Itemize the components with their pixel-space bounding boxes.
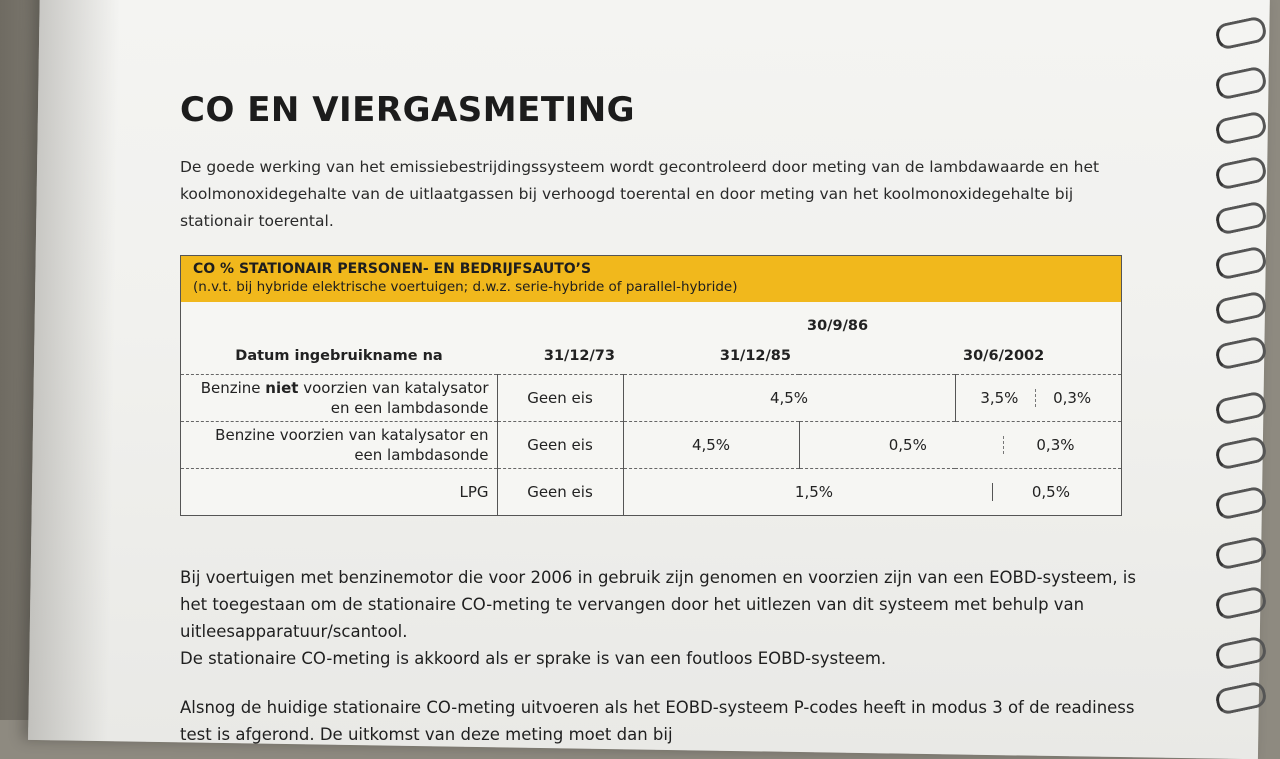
value-cell: 4,5% (623, 375, 955, 422)
binding-ring (1214, 435, 1268, 471)
value-cell: 0,3% (1003, 436, 1108, 454)
value-cell: 4,5% (623, 422, 799, 469)
paragraph: De stationaire CO-meting is akkoord als er sprake is van een foutloos EOBD-systeem. (180, 649, 887, 668)
co-table (180, 255, 1122, 516)
table-row (181, 422, 1121, 469)
date-label: Datum ingebruikname na (235, 348, 443, 364)
paragraph: Bij voertuigen met benzinemotor die voor 2006 in gebruik zijn genomen en voorzien zijn van een EOBD-systeem, is het toegestaan om de stationaire CO-meting te vervangen door het uitlezen van dit systeem met behulp van uitleesapparatuur/scantool. (180, 568, 1136, 641)
intro-paragraph: De goede werking van het emissiebestrijdingssysteem wordt gecontroleerd door meting van de lambdawaarde en het koolmonoxidegehalte van de uitlaatgassen bij verhoogd toerental en door meting van het koolmonoxidegehalte bij stationair toerental. (180, 158, 1100, 230)
value-cell-split (955, 375, 1121, 422)
page-title: CO EN VIERGASMETING (180, 90, 636, 130)
binding-ring (1214, 390, 1268, 426)
paragraph: Alsnog de huidige stationaire CO-meting uitvoeren als het EOBD-systeem P-codes heeft in modus 3 of de readiness test is afgerond. De uitkomst van deze meting moet dan bij (180, 698, 1135, 744)
date-3-cell (799, 302, 955, 375)
value-cell: 0,5% (888, 436, 927, 454)
table-header-subtitle: (n.v.t. bij hybride elektrische voertuigen; d.w.z. serie-hybride of parallel-hybride) (193, 279, 738, 295)
value-cell-split (623, 469, 1121, 516)
binding-ring (1214, 585, 1268, 621)
date-3: 30/9/86 (807, 318, 869, 334)
binding-ring (1214, 535, 1268, 571)
binding-ring (1214, 635, 1268, 671)
binding-ring (1214, 110, 1268, 146)
row-label: Benzine voorzien van katalysator en een lambdasonde (181, 422, 497, 469)
value-cell: 1,5% (794, 483, 834, 501)
table-row (181, 375, 1121, 422)
value-cell: 0,5% (992, 483, 1109, 501)
table-header-title: CO % STATIONAIR PERSONEN- EN BEDRIJFSAUTO’S (193, 261, 592, 277)
value-cell: Geen eis (497, 469, 623, 516)
row-label-text: voorzien van katalysator en een lambdasonde (298, 379, 489, 417)
value-cell: 0,3% (1035, 389, 1108, 407)
binding-ring (1214, 335, 1268, 371)
row-label (181, 375, 497, 422)
row-label-text: Benzine (200, 379, 266, 397)
value-cell-split (799, 422, 1121, 469)
value-cell: Geen eis (497, 422, 623, 469)
binding-ring (1214, 290, 1268, 326)
binding-ring (1214, 200, 1268, 236)
paper-shadow (28, 0, 120, 741)
row-label-emphasis: niet (265, 379, 299, 397)
paragraph-gap (180, 672, 1140, 694)
body-text (180, 564, 1140, 748)
table-header (181, 256, 1121, 302)
date-2: 31/12/85 (719, 348, 791, 364)
binding-ring (1214, 15, 1268, 51)
binding-ring (1214, 245, 1268, 281)
row-label: LPG (181, 469, 497, 516)
binding-ring (1214, 680, 1268, 716)
value-cell: 3,5% (980, 389, 1019, 407)
co-values-table (181, 302, 1121, 515)
binding-ring (1214, 485, 1268, 521)
binding-ring (1214, 155, 1268, 191)
binding-ring (1214, 65, 1268, 101)
value-cell: Geen eis (497, 375, 623, 422)
date-row (181, 302, 1121, 375)
table-row (181, 469, 1121, 516)
document-content (180, 90, 1160, 748)
date-1: 31/12/73 (543, 348, 615, 364)
date-4: 30/6/2002 (963, 348, 1045, 364)
spiral-binding (1210, 0, 1280, 720)
